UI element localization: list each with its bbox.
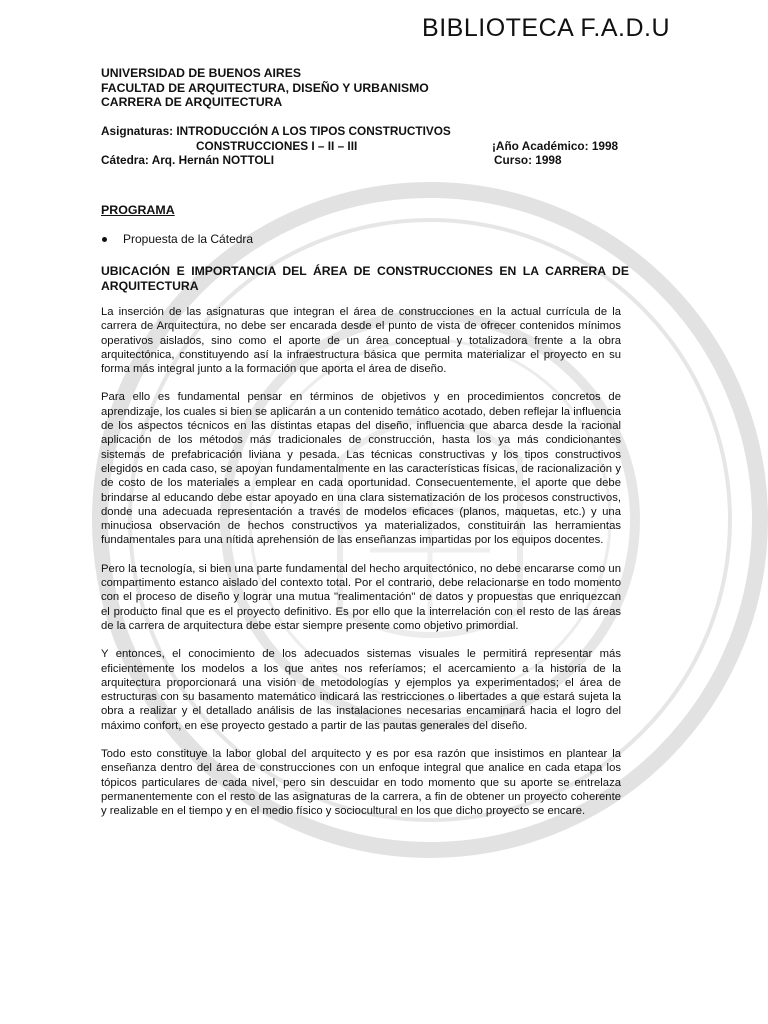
section-title: UBICACIÓN E IMPORTANCIA DEL ÁREA DE CONSTRUCCIONES EN LA CARRERA DE ARQUITECTURA (101, 264, 629, 294)
career-name: CARRERA DE ARQUITECTURA (101, 95, 283, 110)
paragraph: Y entonces, el conocimiento de los adecuados sistemas visuales le permitirá representar más eficientemente los modelos a los que antes nos referíamos; el acercamiento a la historia de la arquitectura proporcionará una visión de metodologías y ejemplos ya experimentados; el área de estructuras con su basamento matemático indicará las restricciones o libertades a que estará sujeta la obra a realizar y el detallado análisis de las instalaciones necesarias encaminará hacia el logro del máximo confort, en ese proyecto gestado a partir de las pautas generales del diseño. (101, 648, 621, 732)
institution-heading (101, 66, 429, 110)
faculty-name: FACULTAD DE ARQUITECTURA, DISEÑO Y URBANISMO (101, 80, 429, 95)
course-year: Curso: 1998 (494, 153, 562, 167)
library-stamp: BIBLIOTECA F.A.D.U (422, 14, 670, 42)
program-title: PROGRAMA (101, 203, 175, 217)
subjects-levels: CONSTRUCCIONES I – II – III (196, 138, 358, 153)
paragraph: Para ello es fundamental pensar en términos de objetivos y en procedimientos concretos de aprendizaje, los cuales si bien se aplicarán a un contenido temático acotado, deben reflejar la influencia de los aspectos técnicos en las distintas etapas del diseño, influencia que abarca desde la racional aplicación de los métodos más tradicionales de construcción, hasta los ya más condicionantes sistemas de prefabricación liviana y pesada. Las técnicas constructivas y los tipos constructivos elegidos en cada caso, se apoyan fundamentalmente en las características físicas, de racionalización y de costo de los materiales a emplear en cada oportunidad. Consecuentemente, el aporte que debe brindarse al educando debe estar apoyado en una clara sistematización de los procesos constructivos, donde una adecuada representación a través de modelos eficaces (planos, maquetas, etc.) y una minuciosa observación de hechos constructivos ya materializados, constituirán las herramientas fundamentales para una nítida aprehensión de las enseñanzas impartidas por los equipos docentes. (101, 391, 621, 547)
body-text (101, 305, 621, 833)
bullet-icon (102, 237, 107, 242)
subjects-line: Asignaturas: INTRODUCCIÓN A LOS TIPOS CONSTRUCTIVOS (101, 124, 451, 138)
university-name: UNIVERSIDAD DE BUENOS AIRES (101, 66, 301, 80)
bullet-text: Propuesta de la Cátedra (123, 232, 254, 246)
paragraph: Pero la tecnología, si bien una parte fundamental del hecho arquitectónico, no debe encararse como un compartimento estanco aislado del contexto total. Por el contrario, debe relacionarse en todo momento con el proceso de diseño y lograr una mutua "realimentación" de datos y propuestas que enriquezcan el producto final que es el proyecto definitivo. Es por ello que la interrelación con el resto de las áreas de la carrera de arquitectura debe estar siempre presente como objetivo primordial. (101, 562, 621, 632)
chair-line: Cátedra: Arq. Hernán NOTTOLI (101, 153, 275, 167)
paragraph: La inserción de las asignaturas que integran el área de construcciones en la actual currícula de la carrera de Arquitectura, no debe ser encarada desde el punto de vista de ofrecer contenidos mínimos operativos aislados, sino como el aporte de un área conceptual y totalizadora frente a la obra arquitectónica, constituyendo así la infraestructura básica que permita materializar el proyecto en su forma más integral junto a la formación que aporta el área de diseño. (101, 306, 621, 376)
academic-year: ¡Año Académico: 1998 (492, 138, 619, 153)
paragraph: Todo esto constituye la labor global del arquitecto y es por esa razón que insistimos en plantear la enseñanza dentro del área de construcciones con un enfoque integral que analice en cada etapa los tópicos particulares de cada nivel, pero sin descuidar en todo momento que su aporte se entrelaza permanentemente con el resto de las asignaturas de la carrera, a fin de obtener un proyecto coherente y realizable en el tiempo y en el medio físico y sociocultural en los que dicho proyecto se encare. (101, 748, 621, 818)
subject-info (101, 124, 641, 168)
program-bullet (101, 232, 253, 246)
